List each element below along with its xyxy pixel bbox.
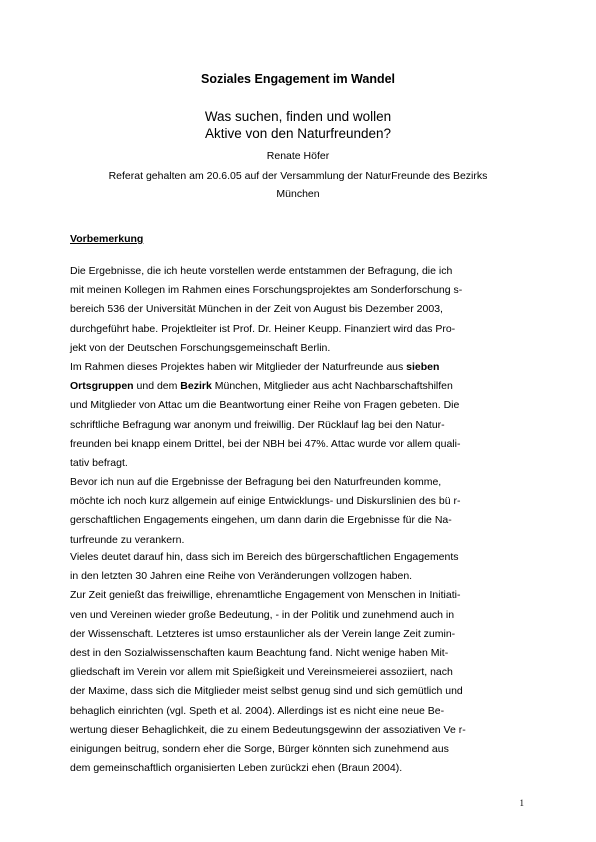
document-subtitle (0, 108, 596, 142)
paragraph-intro (70, 262, 530, 550)
text-run: Im Rahmen dieses Projektes haben wir Mitglieder der Naturfreunde aus (70, 360, 407, 373)
document-title: Soziales Engagement im Wandel (200, 72, 396, 86)
text-line: schriftliche Befragung war anonym und freiwillig. Der Rücklauf lag bei den Natur- (70, 418, 445, 431)
text-line: der Maxime, dass sich die Mitglieder meist selbst genug sind und sich gemütlich und (70, 685, 463, 698)
lecture-note (60, 167, 536, 203)
text-run: München, Mitglieder aus acht Nachbarschaftshilfen (211, 380, 453, 393)
text-line: bereich 536 der Universität München in der Zeit von August bis Dezember 2003, (70, 303, 443, 316)
text-line: dest in den Sozialwissenschaften kaum Beachtung fand. Nicht wenige haben Mit- (70, 646, 449, 659)
text-run: und dem (133, 380, 181, 393)
subtitle-line: Aktive von den Naturfreunden? (204, 126, 392, 141)
text-line: einigungen beitrug, sondern eher die Sorge, Bürger könnten sich zunehmend aus (70, 742, 449, 755)
text-line: Zur Zeit genießt das freiwillige, ehrenamtliche Engagement von Menschen in Initiati- (70, 589, 461, 602)
bold-text: Bezirk (180, 380, 212, 393)
text-line: dem gemeinschaftlich organisierten Leben zurückzi ehen (Braun 2004). (70, 762, 403, 775)
text-line: in den letzten 30 Jahren eine Reihe von Veränderungen vollzogen haben. (70, 570, 413, 583)
text-line: turfreunde zu verankern. (70, 533, 185, 546)
text-line: Vieles deutet darauf hin, dass sich im Bereich des bürgerschaftlichen Engagements (70, 551, 459, 563)
bold-text: sieben (406, 360, 440, 373)
text-line: tativ befragt. (70, 456, 128, 469)
text-line: ven und Vereinen wieder große Bedeutung, - in der Politik und zunehmend auch in (70, 608, 455, 621)
text-line: Bevor ich nun auf die Ergebnisse der Befragung bei den Naturfreunden komme, (70, 476, 442, 489)
text-line: Die Ergebnisse, die ich heute vorstellen werde entstammen der Befragung, die ich (70, 265, 453, 277)
text-line: jekt von der Deutschen Forschungsgemeinschaft Berlin. (70, 341, 331, 354)
text-line (70, 377, 530, 396)
text-line: freunden bei knapp einem Drittel, bei der NBH bei 47%. Attac wurde vor allem quali- (70, 437, 461, 450)
section-heading: Vorbemerkung (70, 233, 144, 245)
text-line: wertung dieser Behaglichkeit, die zu einem Bedeutungsgewinn der assoziativen Ve r- (70, 723, 466, 736)
author-name: Renate Höfer (266, 150, 330, 162)
text-line: gliedschaft im Verein vor allem mit Spießigkeit und Vereinsmeierei assoziiert, nach (70, 666, 453, 679)
page-number: 1 (519, 798, 524, 808)
lecture-line: Referat gehalten am 20.6.05 auf der Versammlung der NaturFreunde des Bezirks (108, 170, 488, 182)
lecture-line: München (276, 188, 320, 200)
text-line: möchte ich noch kurz allgemein auf einige Entwicklungs- und Diskurslinien des bü r- (70, 495, 461, 508)
bold-text: Ortsgruppen (70, 380, 134, 393)
text-line: der Wissenschaft. Letzteres ist umso erstaunlicher als der Verein lange Zeit zumin- (70, 627, 456, 640)
text-line: gerschaftlichen Engagements eingehen, um dann darin die Ergebnisse für die Na- (70, 514, 452, 527)
text-line (70, 358, 530, 377)
paragraph-change (70, 548, 530, 778)
text-line: mit meinen Kollegen im Rahmen eines Forschungsprojektes am Sonderforschung s- (70, 284, 463, 297)
text-line: behaglich einrichten (vgl. Speth et al. 2004). Allerdings ist es nicht eine neue Be- (70, 704, 445, 717)
text-line: und Mitglieder von Attac um die Beantwortung einer Reihe von Fragen gebeten. Die (70, 399, 460, 412)
subtitle-line: Was suchen, finden und wollen (204, 109, 392, 124)
text-line: durchgeführt habe. Projektleiter ist Prof. Dr. Heiner Keupp. Finanziert wird das Pro- (70, 322, 456, 335)
